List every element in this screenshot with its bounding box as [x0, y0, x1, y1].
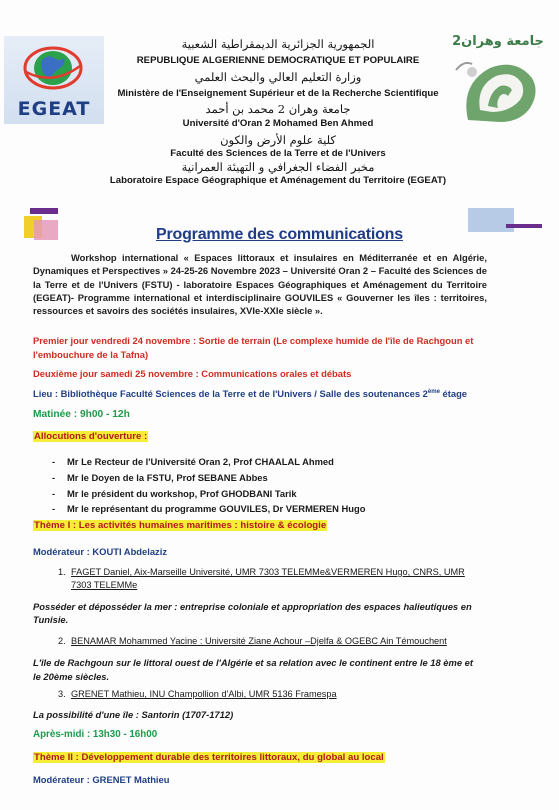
speaker-item: - Mr le président du workshop, Prof GHODBANI Tarik	[52, 488, 297, 499]
location-end: étage	[439, 388, 468, 399]
header-university: Université d'Oran 2 Mohamed Ben Ahmed	[182, 118, 374, 129]
moderator1: Modérateur : KOUTI Abdelaziz	[33, 546, 168, 557]
location-text: Lieu : Bibliothèque Faculté Sciences de la Terre et de l'Univers / Salle des soutenances 2	[33, 388, 428, 399]
theme2-heading: Thème II : Développement durable des territoires littoraux, du global au local	[34, 752, 384, 763]
theme1-heading: Thème I : Les activités humaines maritimes : histoire & écologie	[34, 520, 327, 531]
egeat-logo	[4, 36, 104, 124]
header-faculty: Faculté des Sciences de la Terre et de l'Univers	[170, 148, 386, 159]
egeat-logo-text: EGEAT	[17, 98, 91, 120]
header-arabic-lab: مخبر الفضاء الجغرافي و التهيئة العمرانية	[181, 160, 375, 174]
opening-heading: Allocutions d'ouverture :	[34, 431, 148, 442]
page-title: Programme des communications	[156, 226, 403, 243]
header-arabic-faculty: كلية علوم الأرض والكون	[220, 133, 336, 147]
talk-title-cont: le 20ème siècles.	[33, 671, 110, 682]
talk-authors: 2. BENAMAR Mohammed Yacine : Université Ziane Achour –Djelfa & OGEBC Ain Témouchent	[58, 636, 447, 646]
header-lab: Laboratoire Espace Géographique et Aménagement du Territoire (EGEAT)	[109, 175, 447, 186]
talk-title-cont: Tunisie.	[33, 614, 69, 625]
header-republic: REPUBLIQUE ALGERIENNE DEMOCRATIQUE ET POPULAIRE	[136, 55, 420, 66]
header-arabic-university: جامعة وهران 2 محمد بن أحمد	[205, 102, 351, 116]
afternoon-session: Après-midi : 13h30 - 16h00	[33, 729, 158, 740]
talk-title: La possibilité d'une île : Santorin (1707-1712)	[33, 709, 234, 720]
oran2-logo-arabic-text: جامعة وهران2	[452, 34, 544, 49]
oran2-emblem-icon	[454, 50, 542, 130]
globe-icon	[22, 42, 84, 94]
location-sup: ème	[427, 388, 440, 395]
talk-authors: 3. GRENET Mathieu, INU Champollion d'Albi, UMR 5136 Framespa	[58, 689, 337, 699]
speaker-item: - Mr Le Recteur de l'Université Oran 2, Prof CHAALAL Ahmed	[52, 456, 334, 467]
morning-session: Matinée : 9h00 - 12h	[33, 409, 130, 420]
speaker-item: - Mr le représentant du programme GOUVILES, Dr VERMEREN Hugo	[52, 503, 366, 514]
header-arabic-republic: الجمهورية الجزائرية الديمقراطية الشعبية	[181, 37, 375, 51]
intro-text: Workshop international « Espaces littoraux et insulaires en Méditerranée et en Algérie, Dynamiques et Perspectives » 24-25-26 Novembre 2023 – Université Oran 2 – Faculté des Sciences de la Terre et de l'Univers (FSTU) - laboratoire Espaces Géographiques et Aménagement du Territoire (EGEAT)- Programme international et interdisciplinaire GOUVILES « Gouverner les îles : territoires, ressources et savoirs des sociétés insulaires, XVIe-XXIe siècle ».	[33, 252, 487, 317]
talk-authors: 1. FAGET Daniel, Aix-Marseille Université, UMR 7303 TELEMMe&VERMEREN Hugo, CNRS, UMR	[58, 567, 465, 577]
talk-title: Posséder et déposséder la mer : entreprise coloniale et appropriation des espaces halieutiques en	[33, 601, 472, 612]
talk-title: L'île de Rachgoun sur le littoral ouest de l'Algérie et sa relation avec le continent entre le 18 ème et	[33, 657, 474, 668]
workshop-intro	[33, 251, 487, 317]
location-info	[33, 388, 467, 399]
day1-info: Premier jour vendredi 24 novembre : Sortie de terrain (Le complexe humide de l'île de Rachgoun et l'embouchure de la Tafna)	[33, 335, 474, 360]
university-oran2-logo	[448, 34, 548, 134]
speaker-item: - Mr le Doyen de la FSTU, Prof SEBANE Abbes	[52, 472, 268, 483]
header-ministry: Ministère de l'Enseignement Supérieur et de la Recherche Scientifique	[117, 88, 439, 99]
moderator2: Modérateur : GRENET Mathieu	[33, 774, 170, 785]
day2-info: Deuxième jour samedi 25 novembre : Communications orales et débats	[33, 368, 352, 379]
talk-authors-cont: 7303 TELEMMe	[71, 580, 138, 590]
header-arabic-ministry: وزارة التعليم العالي والبحث العلمي	[194, 70, 362, 84]
